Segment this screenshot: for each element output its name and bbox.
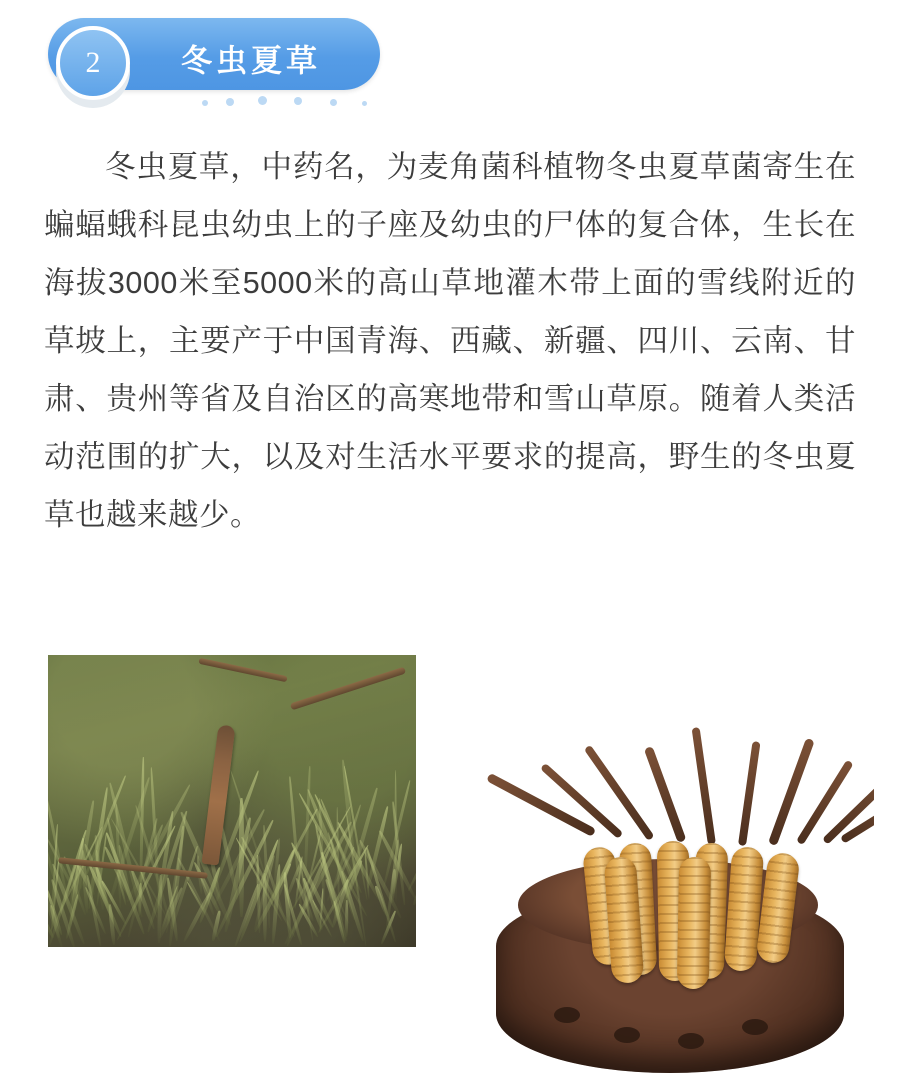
dot [202, 100, 208, 106]
number-badge-circle [56, 26, 130, 100]
stand-hole [678, 1033, 704, 1049]
stand-hole [614, 1027, 640, 1043]
dot [258, 96, 267, 105]
cordyceps-stroma-cluster [582, 717, 862, 867]
grass-blades [48, 655, 416, 947]
section-title: 冬虫夏草 [181, 43, 321, 79]
dot [294, 97, 302, 105]
stand-hole [742, 1019, 768, 1035]
dried-cordyceps-photo [462, 707, 874, 1079]
stand-hole [554, 1007, 580, 1023]
dried-cordyceps [677, 857, 711, 990]
decorative-dots [198, 96, 388, 110]
dot [362, 101, 367, 106]
article-body [44, 138, 856, 544]
section-header [48, 18, 380, 98]
section-number: 2 [85, 46, 101, 79]
photo-group [0, 655, 900, 1075]
dot [226, 98, 234, 106]
cordyceps-habitat-photo [48, 655, 416, 947]
dot [330, 99, 337, 106]
article-paragraph: 冬虫夏草，中药名，为麦角菌科植物冬虫夏草菌寄生在蝙蝠蛾科昆虫幼虫上的子座及幼虫的尸体的复合体，生长在海拔3000米至5000米的高山草地灌木带上面的雪线附近的草坡上，主要产于中国青海、西藏、新疆、四川、云南、甘肃、贵州等省及自治区的高寒地带和雪山草原。随着人类活动范围的扩大，以及对生活水平要求的提高，野生的冬虫夏草也越来越少。 [44, 150, 856, 532]
section-number-badge [54, 24, 162, 108]
